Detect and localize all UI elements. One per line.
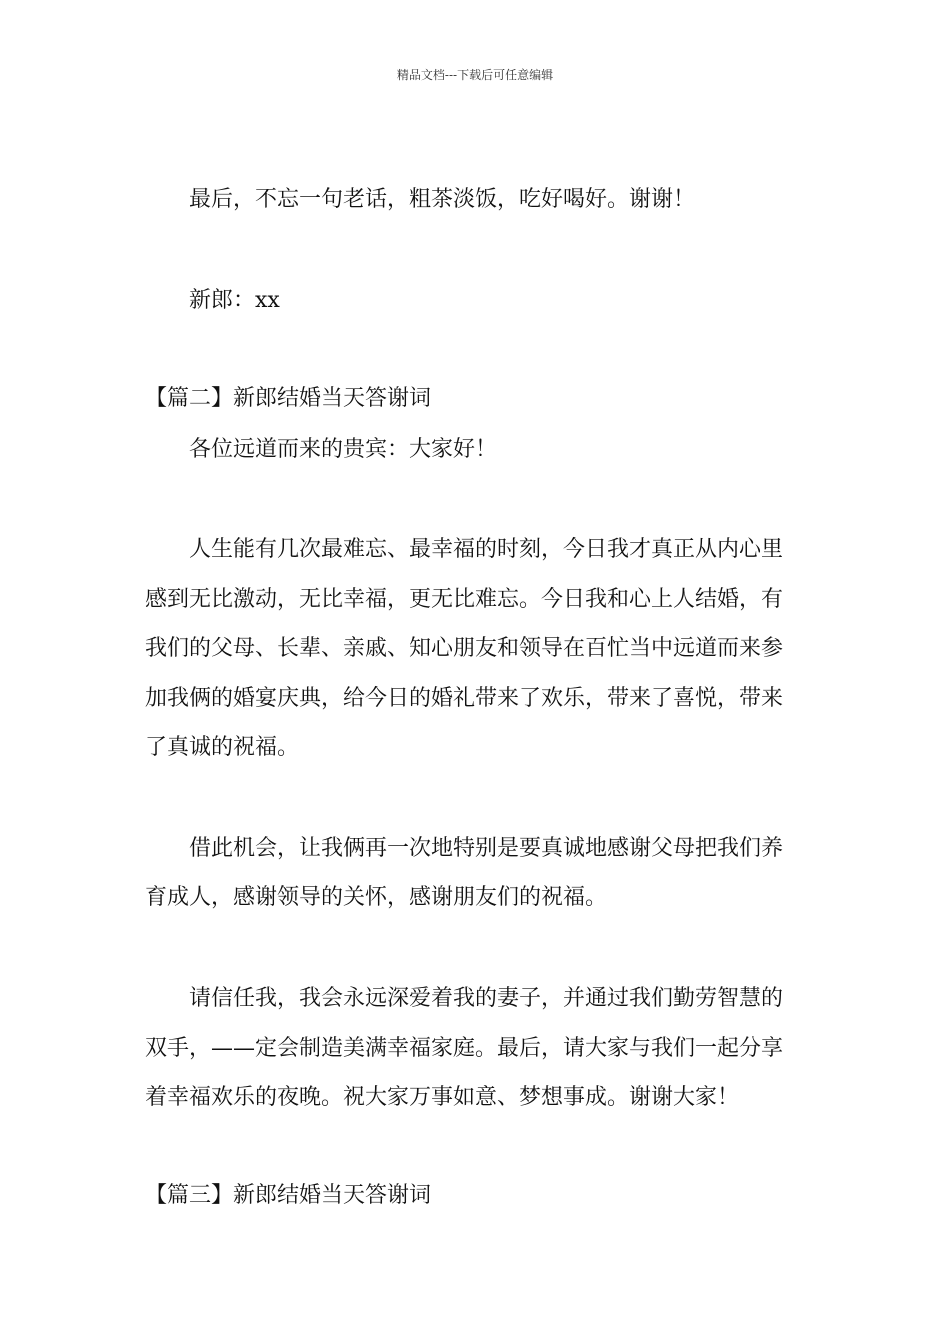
paragraph-1-line-5: 了真诚的祝福。 bbox=[145, 735, 300, 760]
section-heading-2: 【篇二】新郎结婚当天答谢词 bbox=[145, 386, 432, 411]
closing-line: 最后，不忘一句老话，粗茶淡饭，吃好喝好。谢谢！ bbox=[189, 187, 696, 212]
paragraph-1-line-1: 人生能有几次最难忘、最幸福的时刻，今日我才真正从内心里 bbox=[189, 537, 784, 562]
paragraph-3-line-1: 请信任我，我会永远深爱着我的妻子，并通过我们勤劳智慧的 bbox=[189, 986, 784, 1011]
greeting-line: 各位远道而来的贵宾：大家好！ bbox=[189, 437, 498, 462]
paragraph-3-line-2: 双手，——定会制造美满幸福家庭。最后，请大家与我们一起分享 bbox=[145, 1036, 784, 1061]
section-heading-3: 【篇三】新郎结婚当天答谢词 bbox=[145, 1183, 432, 1208]
page-header: 精品文档---下载后可任意编辑 bbox=[396, 68, 554, 82]
paragraph-2-line-1: 借此机会，让我俩再一次地特别是要真诚地感谢父母把我们养 bbox=[189, 836, 784, 861]
paragraph-3-line-3: 着幸福欢乐的夜晚。祝大家万事如意、梦想事成。谢谢大家！ bbox=[145, 1085, 740, 1110]
paragraph-1-line-4: 加我俩的婚宴庆典，给今日的婚礼带来了欢乐，带来了喜悦，带来 bbox=[145, 686, 784, 711]
paragraph-2-line-2: 育成人，感谢领导的关怀，感谢朋友们的祝福。 bbox=[145, 885, 608, 910]
paragraph-1-line-3: 我们的父母、长辈、亲戚、知心朋友和领导在百忙当中远道而来参 bbox=[145, 636, 784, 661]
paragraph-1-line-2: 感到无比激动，无比幸福，更无比难忘。今日我和心上人结婚，有 bbox=[145, 587, 784, 612]
groom-signature: 新郎：xx bbox=[189, 288, 280, 313]
